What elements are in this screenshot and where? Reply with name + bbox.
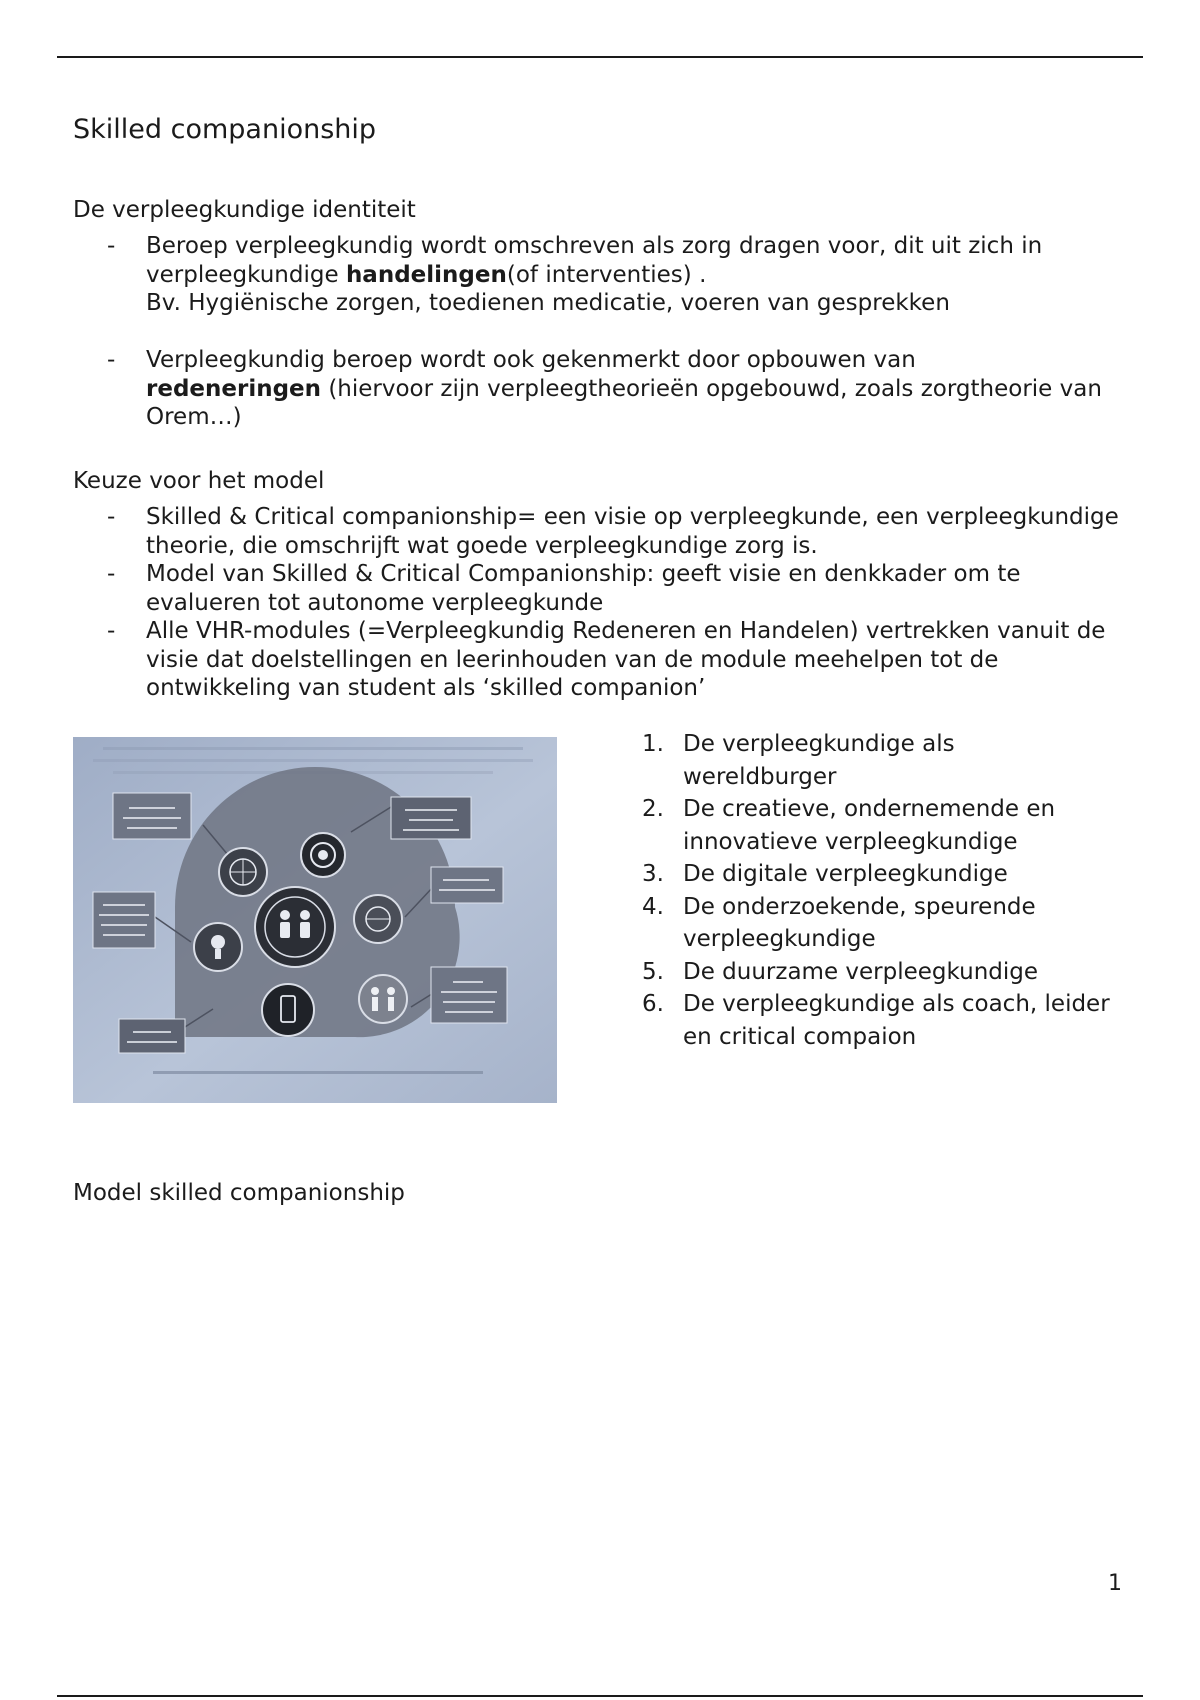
bullet-dash: - [107, 504, 116, 530]
model-figure-photo [73, 737, 557, 1103]
bullet-dash: - [107, 561, 116, 587]
list-number: 2. [642, 796, 664, 822]
list-item [642, 858, 1112, 891]
list-item [73, 560, 1123, 617]
list-item [642, 793, 1112, 858]
list-number: 1. [642, 731, 664, 757]
list-text: De verpleegkundige als coach, leider en critical compaion [683, 991, 1110, 1050]
list-item [73, 232, 1123, 318]
bullet-dash: - [107, 618, 116, 644]
example-text: Bv. Hygiënische zorgen, toedienen medicatie, voeren van gesprekken [146, 290, 950, 316]
page-number: 1 [1108, 1571, 1122, 1596]
list-item [642, 728, 1112, 793]
bullet-text: Verpleegkundig beroep wordt ook gekenmerkt door opbouwen van [146, 347, 916, 373]
list-item [73, 346, 1123, 432]
section-heading-identity: De verpleegkundige identiteit [73, 197, 416, 223]
list-number: 5. [642, 958, 664, 985]
bold-term-redeneringen: redeneringen [146, 375, 322, 402]
list-number: 4. [642, 893, 664, 920]
list-item [642, 988, 1112, 1053]
list-text: De creatieve, ondernemende en innovatieve verpleegkundige [683, 796, 1056, 855]
list-item [642, 891, 1112, 956]
list-number: 6. [642, 991, 664, 1017]
bullet-text: Alle VHR-modules (=Verpleegkundig Redeneren en Handelen) vertrekken vanuit de visie dat doelstellingen en leerinhouden van de module meehelpen tot de ontwikkeling van student als ‘skilled companion’ [146, 618, 1106, 701]
footer-rule [57, 1695, 1143, 1697]
bullet-text: Model van Skilled & Critical Companionship: geeft visie en denkkader om te evalueren tot autonome verpleegkunde [146, 561, 1021, 616]
bullet-dash: - [107, 347, 116, 373]
bullet-dash: - [107, 233, 116, 259]
identity-bullet-list [73, 232, 1123, 432]
list-text: De digitale verpleegkundige [683, 861, 1008, 887]
section-heading-model: Model skilled companionship [73, 1180, 405, 1206]
list-number: 3. [642, 861, 664, 887]
list-text: De onderzoekende, speurende verpleegkundige [683, 893, 1036, 952]
bullet-text: (hiervoor zijn verpleegtheorieën opgebouwd, zoals zorgtheorie van Orem…) [146, 375, 1102, 430]
list-item [73, 503, 1123, 560]
bullet-text: verpleegkundige [146, 261, 346, 288]
bullet-text: Skilled & Critical companionship= een visie op verpleegkunde, een verpleegkundige theorie, die omschrijft wat goede verpleegkundige zorg is. [146, 504, 1119, 559]
section-heading-model-choice: Keuze voor het model [73, 468, 325, 494]
bold-term-handelingen: handelingen [345, 261, 507, 288]
page-title: Skilled companionship [73, 114, 377, 145]
model-bullet-list [73, 503, 1123, 703]
list-item [73, 617, 1123, 703]
header-rule [57, 56, 1143, 58]
bullet-text: (of interventies) . [506, 261, 707, 288]
profile-numbered-list [642, 728, 1112, 1053]
list-text: De verpleegkundige als wereldburger [683, 731, 955, 790]
bullet-text: Beroep verpleegkundig wordt omschreven als zorg dragen voor, dit uit zich in [146, 233, 1043, 259]
list-item [642, 956, 1112, 989]
list-text: De duurzame verpleegkundige [683, 958, 1039, 985]
